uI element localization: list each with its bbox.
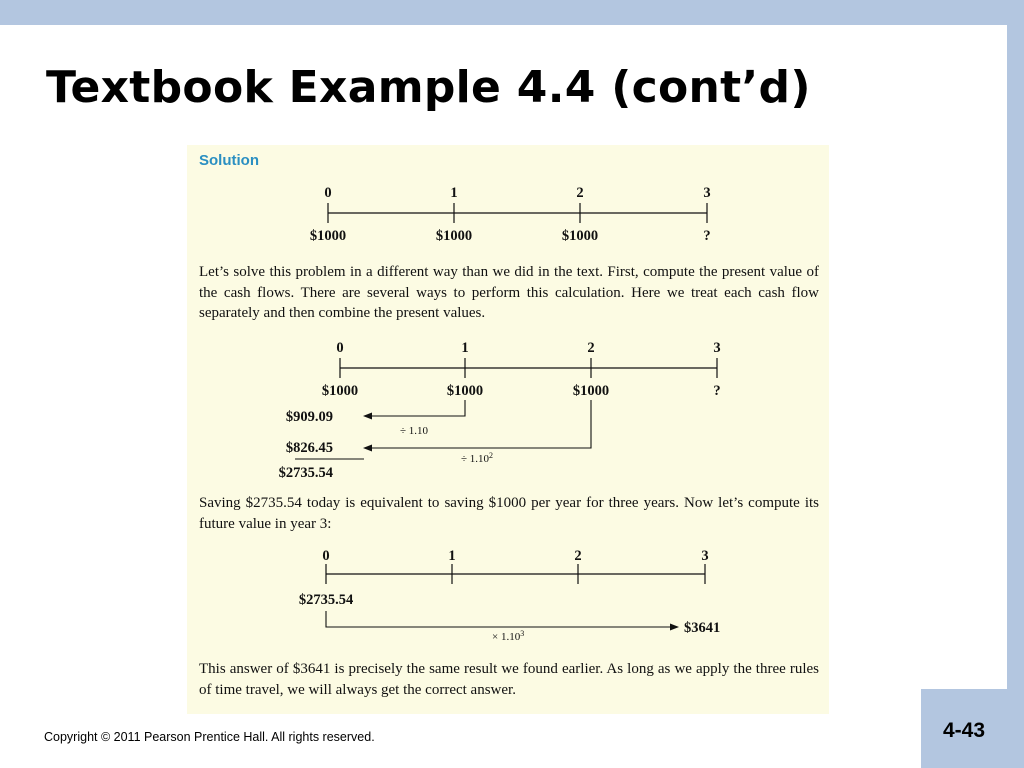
- solution-heading: Solution: [199, 152, 259, 169]
- timeline-1-cashflow-0: $1000: [309, 228, 347, 244]
- page-number-box: [921, 689, 1007, 768]
- timeline-3-period-1: 1: [448, 548, 456, 564]
- timeline-2-cashflow-3: ?: [713, 383, 721, 399]
- timeline-2-cashflow-2: $1000: [572, 383, 610, 399]
- discount-factor-1: ÷ 1.10: [400, 425, 429, 437]
- paragraph-conclusion: This answer of $3641 is precisely the same result we found earlier. As long as we apply the three rules of time travel, we will always get the correct answer.: [199, 661, 819, 698]
- timeline-3: [187, 543, 829, 648]
- timeline-2-period-2: 2: [587, 340, 595, 356]
- timeline-3-period-3: 3: [701, 548, 709, 564]
- present-value-1: $909.09: [285, 409, 333, 425]
- right-accent-bar: [1007, 0, 1024, 768]
- timeline-3-period-0: 0: [322, 548, 330, 564]
- timeline-1-period-0: 0: [324, 185, 332, 201]
- discount-arrow-1: [370, 400, 465, 416]
- compound-arrowhead: [670, 624, 679, 631]
- timeline-2-period-1: 1: [461, 340, 469, 356]
- discount-factor-2: ÷ $1.10^2$: [461, 451, 494, 465]
- timeline-1-cashflow-2: $1000: [561, 228, 599, 244]
- present-value-2: $826.45: [285, 440, 333, 456]
- timeline-1-cashflow-3: ?: [703, 228, 711, 244]
- copyright-notice: Copyright © 2011 Pearson Prentice Hall. All rights reserved.: [44, 730, 375, 744]
- timeline-1-period-3: 3: [703, 185, 711, 201]
- compound-factor: × $1.10^3$: [492, 629, 525, 643]
- timeline-1-cashflow-1: $1000: [435, 228, 473, 244]
- paragraph-present-value: Let’s solve this problem in a different way than we did in the text. First, compute the present value of the cash flows. There are several ways to perform this calculation. Here we treat each cash flow separately and then combine the present values.: [199, 264, 819, 321]
- present-value-total: $2735.54: [278, 465, 333, 481]
- timeline-3-start-value: $2735.54: [298, 592, 354, 608]
- compound-arrow: [326, 611, 671, 627]
- timeline-1-period-1: 1: [450, 185, 458, 201]
- paragraph-future-value: Saving $2735.54 today is equivalent to saving $1000 per year for three years. Now let’s compute its future value in year 3:: [199, 495, 819, 532]
- top-accent-bar: [0, 0, 1024, 25]
- timeline-3-result: $3641: [684, 620, 721, 636]
- discount-arrowhead-1: [363, 413, 372, 420]
- timeline-2-period-3: 3: [713, 340, 721, 356]
- timeline-2: [187, 335, 829, 485]
- timeline-1-period-2: 2: [576, 185, 584, 201]
- timeline-2-period-0: 0: [336, 340, 344, 356]
- timeline-2-cashflow-0: $1000: [321, 383, 359, 399]
- solution-panel: [187, 145, 829, 714]
- page-number: 4-43: [942, 719, 986, 742]
- timeline-1: [187, 145, 829, 255]
- discount-arrow-2: [370, 400, 591, 448]
- slide-title: Textbook Example 4.4 (cont’d): [46, 62, 811, 113]
- timeline-3-period-2: 2: [574, 548, 582, 564]
- discount-arrowhead-2: [363, 445, 372, 452]
- timeline-2-cashflow-1: $1000: [446, 383, 484, 399]
